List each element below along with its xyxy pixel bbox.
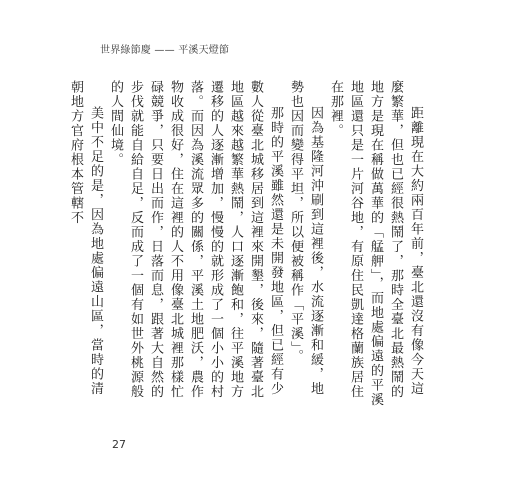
book-title: 世界綠節慶 [100,45,151,56]
running-header [100,41,229,56]
header-separator: —— [154,45,175,56]
paragraph: 距離現在大約兩百年前，臺北還沒有像今天這麼繁華，但也已經很熱鬧了，那時全臺北最熱鬧的地方是現在稱做萬華的「艋舺」，而地處偏遠的平溪地區還只是一片河谷地，有原住民凱達格蘭族居住在那裡。 [328,80,423,407]
paragraph: 美中不足的是，因為地處偏遠山區，當時的清朝地方官府根本管轄不 [68,80,103,396]
chapter-title: 平溪天燈節 [178,45,230,56]
paragraph: 因為基隆河沖刷到這裡後，水流逐漸和緩，地勢也因而變得平坦，所以便被稱作「平溪」。 [288,80,323,396]
paragraph: 那時的平溪雖然還是未開發地區，但已經有少數人從臺北城移居到這裡來開墾，後來，隨著臺北地區越來越繁華熱鬧，人口逐漸飽和，往平溪地方遷移的人逐漸增加，慢慢的就形成了一個小小的村落。而因為溪流眾多的關係，平溪土地肥沃，農作物收成很好，住在這裡的人不用像臺北城裡那樣忙碌競爭，只要日出而作，日落而息，跟著大自然的步伐就能自給自足，反而成了一個有如世外桃源般的人間仙境。 [108,80,283,399]
page-number: 27 [112,438,126,451]
vertical-text-block [68,80,425,410]
